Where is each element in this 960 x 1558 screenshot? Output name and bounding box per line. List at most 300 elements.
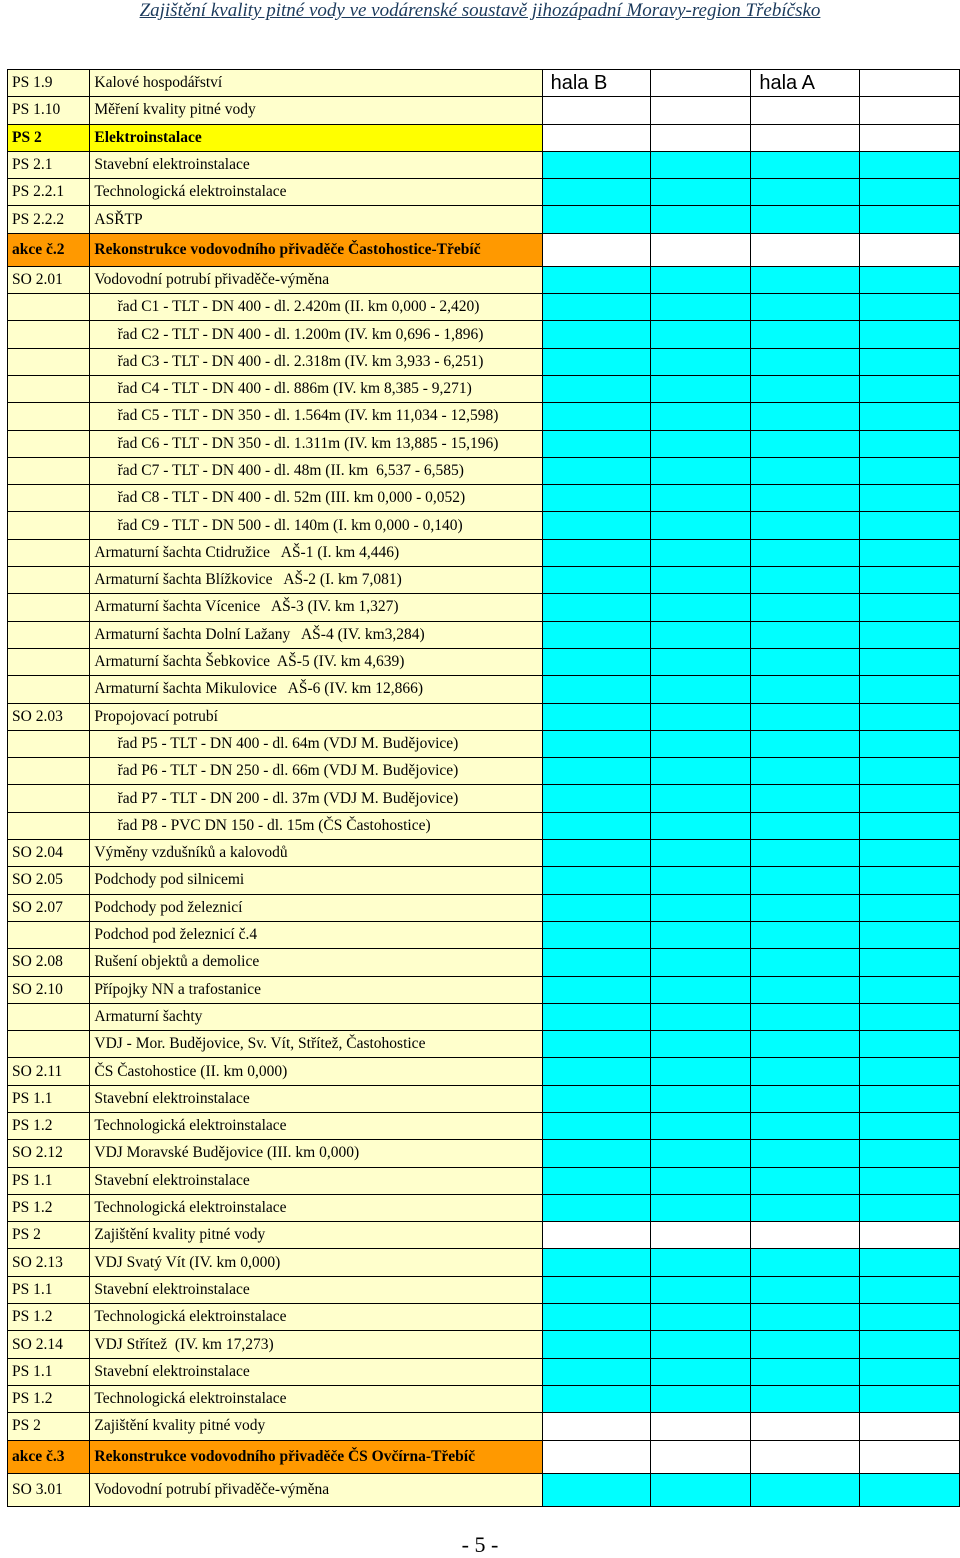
status-cell [651, 840, 751, 867]
item-description: Propojovací potrubí [90, 703, 542, 730]
status-cell [651, 1031, 751, 1058]
status-cell [651, 1276, 751, 1303]
status-cell [751, 1167, 859, 1194]
item-description: Stavební elektroinstalace [90, 1085, 542, 1112]
status-cell [751, 403, 859, 430]
status-cell [542, 179, 651, 206]
status-cell [542, 1276, 651, 1303]
item-description: Armaturní šachty [90, 1003, 542, 1030]
item-description: Stavební elektroinstalace [90, 1276, 542, 1303]
item-code: PS 1.1 [8, 1167, 90, 1194]
item-description: Armaturní šachta Šebkovice AŠ-5 (IV. km 4,639) [90, 648, 542, 675]
item-code [8, 1003, 90, 1030]
status-cell [542, 512, 651, 539]
status-cell [751, 124, 859, 151]
item-code [8, 921, 90, 948]
item-code [8, 321, 90, 348]
item-code [8, 785, 90, 812]
table-row [8, 457, 960, 484]
item-description: Technologická elektroinstalace [90, 1194, 542, 1221]
table-row [8, 621, 960, 648]
item-code [8, 1031, 90, 1058]
item-description: Armaturní šachta Blížkovice AŠ-2 (I. km 7,081) [90, 567, 542, 594]
status-cell [751, 894, 859, 921]
status-cell [651, 703, 751, 730]
status-cell [651, 621, 751, 648]
table-row [8, 97, 960, 124]
table-row [8, 1331, 960, 1358]
status-cell [751, 1440, 859, 1473]
status-cell [542, 921, 651, 948]
status-cell [751, 1358, 859, 1385]
item-description: řad C7 - TLT - DN 400 - dl. 48m (II. km 6,537 - 6,585) [90, 457, 542, 484]
item-description: Stavební elektroinstalace [90, 151, 542, 178]
item-code: PS 2.1 [8, 151, 90, 178]
item-description: řad C6 - TLT - DN 350 - dl. 1.311m (IV. km 13,885 - 15,196) [90, 430, 542, 457]
project-table-body [8, 70, 960, 1507]
status-cell [859, 1085, 959, 1112]
status-cell [542, 812, 651, 839]
status-cell [859, 512, 959, 539]
hall-header-cell [859, 70, 959, 97]
status-cell [651, 1194, 751, 1221]
status-cell [542, 1003, 651, 1030]
status-cell [751, 375, 859, 402]
table-row [8, 1222, 960, 1249]
table-row [8, 867, 960, 894]
status-cell [651, 594, 751, 621]
status-cell [859, 1140, 959, 1167]
status-cell [542, 1358, 651, 1385]
item-code [8, 621, 90, 648]
status-cell [859, 1003, 959, 1030]
item-code [8, 512, 90, 539]
table-row [8, 1276, 960, 1303]
status-cell [651, 1222, 751, 1249]
status-cell [751, 1249, 859, 1276]
status-cell [542, 648, 651, 675]
table-row [8, 348, 960, 375]
status-cell [651, 1140, 751, 1167]
status-cell [859, 1222, 959, 1249]
status-cell [542, 1413, 651, 1440]
item-code: SO 2.05 [8, 867, 90, 894]
status-cell [542, 206, 651, 233]
status-cell [651, 812, 751, 839]
status-cell [751, 206, 859, 233]
status-cell [751, 730, 859, 757]
status-cell [751, 1276, 859, 1303]
status-cell [751, 1058, 859, 1085]
item-code [8, 567, 90, 594]
table-row [8, 840, 960, 867]
table-row [8, 233, 960, 266]
status-cell [751, 976, 859, 1003]
status-cell [751, 1112, 859, 1139]
status-cell [859, 703, 959, 730]
status-cell [859, 1058, 959, 1085]
status-cell [651, 758, 751, 785]
status-cell [651, 430, 751, 457]
table-row [8, 1167, 960, 1194]
table-row [8, 758, 960, 785]
item-code [8, 758, 90, 785]
table-row [8, 430, 960, 457]
status-cell [859, 730, 959, 757]
item-code: PS 1.9 [8, 70, 90, 97]
status-cell [651, 949, 751, 976]
status-cell [859, 1358, 959, 1385]
hall-header-cell: hala A [751, 70, 859, 97]
status-cell [859, 375, 959, 402]
table-row [8, 1413, 960, 1440]
item-description: Podchody pod silnicemi [90, 867, 542, 894]
status-cell [751, 621, 859, 648]
table-row [8, 179, 960, 206]
page-number: - 5 - [461, 1532, 499, 1557]
item-code: PS 1.1 [8, 1358, 90, 1385]
status-cell [542, 457, 651, 484]
status-cell [859, 266, 959, 293]
status-cell [859, 1031, 959, 1058]
status-cell [542, 375, 651, 402]
item-description: Armaturní šachta Vícenice AŠ-3 (IV. km 1,327) [90, 594, 542, 621]
table-row [8, 1440, 960, 1473]
item-code: SO 2.11 [8, 1058, 90, 1085]
status-cell [751, 430, 859, 457]
table-row [8, 1249, 960, 1276]
status-cell [751, 1222, 859, 1249]
item-description: Technologická elektroinstalace [90, 1112, 542, 1139]
item-code [8, 375, 90, 402]
status-cell [859, 1473, 959, 1506]
table-row [8, 321, 960, 348]
status-cell [859, 206, 959, 233]
item-code [8, 539, 90, 566]
table-row [8, 648, 960, 675]
status-cell [651, 676, 751, 703]
status-cell [751, 321, 859, 348]
item-code: PS 2.2.1 [8, 179, 90, 206]
status-cell [859, 1249, 959, 1276]
status-cell [859, 1194, 959, 1221]
status-cell [651, 785, 751, 812]
status-cell [542, 233, 651, 266]
status-cell [751, 1413, 859, 1440]
item-description: Rušení objektů a demolice [90, 949, 542, 976]
item-code: SO 2.14 [8, 1331, 90, 1358]
item-code [8, 676, 90, 703]
item-description: Stavební elektroinstalace [90, 1358, 542, 1385]
item-description: Stavební elektroinstalace [90, 1167, 542, 1194]
item-description: Podchody pod železnicí [90, 894, 542, 921]
status-cell [751, 867, 859, 894]
status-cell [651, 1385, 751, 1412]
status-cell [859, 1304, 959, 1331]
status-cell [542, 1194, 651, 1221]
status-cell [651, 179, 751, 206]
status-cell [751, 1194, 859, 1221]
status-cell [542, 403, 651, 430]
status-cell [751, 758, 859, 785]
table-row [8, 949, 960, 976]
table-row [8, 1385, 960, 1412]
status-cell [542, 124, 651, 151]
status-cell [751, 921, 859, 948]
status-cell [859, 1385, 959, 1412]
status-cell [859, 403, 959, 430]
status-cell [651, 266, 751, 293]
table-row [8, 594, 960, 621]
item-code [8, 594, 90, 621]
item-description: Elektroinstalace [90, 124, 542, 151]
item-description: VDJ Střítež (IV. km 17,273) [90, 1331, 542, 1358]
status-cell [751, 1003, 859, 1030]
item-description: Výměny vzdušníků a kalovodů [90, 840, 542, 867]
status-cell [751, 539, 859, 566]
status-cell [651, 1331, 751, 1358]
item-code: SO 2.12 [8, 1140, 90, 1167]
status-cell [859, 430, 959, 457]
status-cell [651, 867, 751, 894]
hall-header-cell: hala B [542, 70, 651, 97]
table-row [8, 266, 960, 293]
status-cell [542, 594, 651, 621]
status-cell [542, 151, 651, 178]
status-cell [859, 567, 959, 594]
status-cell [651, 539, 751, 566]
status-cell [751, 1085, 859, 1112]
status-cell [542, 676, 651, 703]
status-cell [859, 949, 959, 976]
status-cell [751, 457, 859, 484]
status-cell [542, 1112, 651, 1139]
status-cell [542, 976, 651, 1003]
status-cell [859, 539, 959, 566]
status-cell [542, 1304, 651, 1331]
item-description: řad C4 - TLT - DN 400 - dl. 886m (IV. km 8,385 - 9,271) [90, 375, 542, 402]
item-code [8, 485, 90, 512]
item-description: Vodovodní potrubí přivaděče-výměna [90, 1473, 542, 1506]
item-description: ASŘTP [90, 206, 542, 233]
status-cell [542, 266, 651, 293]
item-description: Kalové hospodářství [90, 70, 542, 97]
item-description: řad C3 - TLT - DN 400 - dl. 2.318m (IV. km 3,933 - 6,251) [90, 348, 542, 375]
status-cell [751, 1331, 859, 1358]
status-cell [651, 348, 751, 375]
status-cell [542, 485, 651, 512]
status-cell [542, 430, 651, 457]
status-cell [542, 894, 651, 921]
status-cell [542, 1440, 651, 1473]
item-code: PS 2 [8, 1413, 90, 1440]
status-cell [751, 1473, 859, 1506]
project-table [7, 69, 960, 1507]
status-cell [651, 206, 751, 233]
item-code: PS 2 [8, 124, 90, 151]
status-cell [751, 1304, 859, 1331]
table-row [8, 1003, 960, 1030]
status-cell [651, 1358, 751, 1385]
table-row [8, 1304, 960, 1331]
status-cell [859, 648, 959, 675]
table-row [8, 512, 960, 539]
status-cell [542, 348, 651, 375]
item-description: Armaturní šachta Mikulovice AŠ-6 (IV. km 12,866) [90, 676, 542, 703]
status-cell [651, 1413, 751, 1440]
status-cell [651, 233, 751, 266]
table-row [8, 785, 960, 812]
status-cell [859, 812, 959, 839]
status-cell [542, 949, 651, 976]
item-description: Rekonstrukce vodovodního přivaděče Častohostice-Třebíč [90, 233, 542, 266]
table-row [8, 1031, 960, 1058]
item-code: akce č.3 [8, 1440, 90, 1473]
status-cell [651, 921, 751, 948]
item-code: SO 2.10 [8, 976, 90, 1003]
item-description: Technologická elektroinstalace [90, 1385, 542, 1412]
item-description: Přípojky NN a trafostanice [90, 976, 542, 1003]
table-row [8, 124, 960, 151]
item-description: Rekonstrukce vodovodního přivaděče ČS Ovčírna-Třebíč [90, 1440, 542, 1473]
status-cell [859, 921, 959, 948]
status-cell [859, 840, 959, 867]
item-code: SO 2.04 [8, 840, 90, 867]
status-cell [651, 403, 751, 430]
item-code: PS 2 [8, 1222, 90, 1249]
status-cell [542, 867, 651, 894]
status-cell [859, 1440, 959, 1473]
status-cell [542, 567, 651, 594]
status-cell [751, 233, 859, 266]
status-cell [751, 785, 859, 812]
item-description: Měření kvality pitné vody [90, 97, 542, 124]
status-cell [751, 567, 859, 594]
status-cell [651, 485, 751, 512]
status-cell [859, 894, 959, 921]
status-cell [542, 840, 651, 867]
status-cell [751, 294, 859, 321]
item-code: PS 1.2 [8, 1194, 90, 1221]
status-cell [542, 1085, 651, 1112]
status-cell [751, 151, 859, 178]
status-cell [651, 1167, 751, 1194]
status-cell [751, 1385, 859, 1412]
document-header: Zajištění kvality pitné vody ve vodárenské soustavě jihozápadní Moravy-region Třebíčsko [139, 0, 821, 21]
status-cell [542, 621, 651, 648]
table-row [8, 1058, 960, 1085]
status-cell [859, 867, 959, 894]
status-cell [651, 151, 751, 178]
status-cell [751, 703, 859, 730]
hall-header-cell [651, 70, 751, 97]
item-code [8, 648, 90, 675]
status-cell [651, 648, 751, 675]
item-code: SO 2.07 [8, 894, 90, 921]
item-description: VDJ Moravské Budějovice (III. km 0,000) [90, 1140, 542, 1167]
table-row [8, 894, 960, 921]
status-cell [651, 1304, 751, 1331]
item-description: Vodovodní potrubí přivaděče-výměna [90, 266, 542, 293]
item-code: SO 3.01 [8, 1473, 90, 1506]
table-row [8, 70, 960, 97]
status-cell [542, 785, 651, 812]
status-cell [651, 1058, 751, 1085]
item-code [8, 430, 90, 457]
table-row [8, 730, 960, 757]
status-cell [542, 1473, 651, 1506]
status-cell [859, 1276, 959, 1303]
status-cell [542, 1140, 651, 1167]
item-code: PS 1.2 [8, 1385, 90, 1412]
status-cell [542, 321, 651, 348]
item-description: řad P7 - TLT - DN 200 - dl. 37m (VDJ M. Budějovice) [90, 785, 542, 812]
item-code: PS 1.2 [8, 1112, 90, 1139]
status-cell [751, 1031, 859, 1058]
status-cell [859, 294, 959, 321]
item-code: PS 1.10 [8, 97, 90, 124]
item-code: akce č.2 [8, 233, 90, 266]
status-cell [859, 594, 959, 621]
status-cell [751, 812, 859, 839]
status-cell [859, 179, 959, 206]
item-description: řad C8 - TLT - DN 400 - dl. 52m (III. km 0,000 - 0,052) [90, 485, 542, 512]
status-cell [651, 375, 751, 402]
table-row [8, 1140, 960, 1167]
item-description: VDJ - Mor. Budějovice, Sv. Vít, Střítež, Častohostice [90, 1031, 542, 1058]
status-cell [859, 321, 959, 348]
item-code: SO 2.13 [8, 1249, 90, 1276]
item-description: Technologická elektroinstalace [90, 179, 542, 206]
table-row [8, 976, 960, 1003]
item-code: SO 2.01 [8, 266, 90, 293]
status-cell [859, 97, 959, 124]
status-cell [751, 512, 859, 539]
status-cell [651, 894, 751, 921]
status-cell [859, 233, 959, 266]
table-row [8, 485, 960, 512]
status-cell [751, 840, 859, 867]
item-description: řad C5 - TLT - DN 350 - dl. 1.564m (IV. km 11,034 - 12,598) [90, 403, 542, 430]
status-cell [542, 1058, 651, 1085]
item-code: SO 2.08 [8, 949, 90, 976]
status-cell [859, 621, 959, 648]
item-description: Zajištění kvality pitné vody [90, 1413, 542, 1440]
item-code [8, 457, 90, 484]
table-row [8, 1194, 960, 1221]
table-row [8, 1358, 960, 1385]
status-cell [651, 1003, 751, 1030]
item-description: ČS Častohostice (II. km 0,000) [90, 1058, 542, 1085]
table-row [8, 921, 960, 948]
table-row [8, 1085, 960, 1112]
status-cell [859, 151, 959, 178]
status-cell [751, 266, 859, 293]
table-row [8, 403, 960, 430]
table-row [8, 151, 960, 178]
status-cell [859, 1413, 959, 1440]
item-description: Armaturní šachta Dolní Lažany AŠ-4 (IV. km3,284) [90, 621, 542, 648]
status-cell [651, 1249, 751, 1276]
table-row [8, 676, 960, 703]
status-cell [651, 457, 751, 484]
status-cell [651, 567, 751, 594]
item-description: Podchod pod železnicí č.4 [90, 921, 542, 948]
item-code [8, 812, 90, 839]
status-cell [751, 1140, 859, 1167]
table-row [8, 1112, 960, 1139]
table-row [8, 703, 960, 730]
